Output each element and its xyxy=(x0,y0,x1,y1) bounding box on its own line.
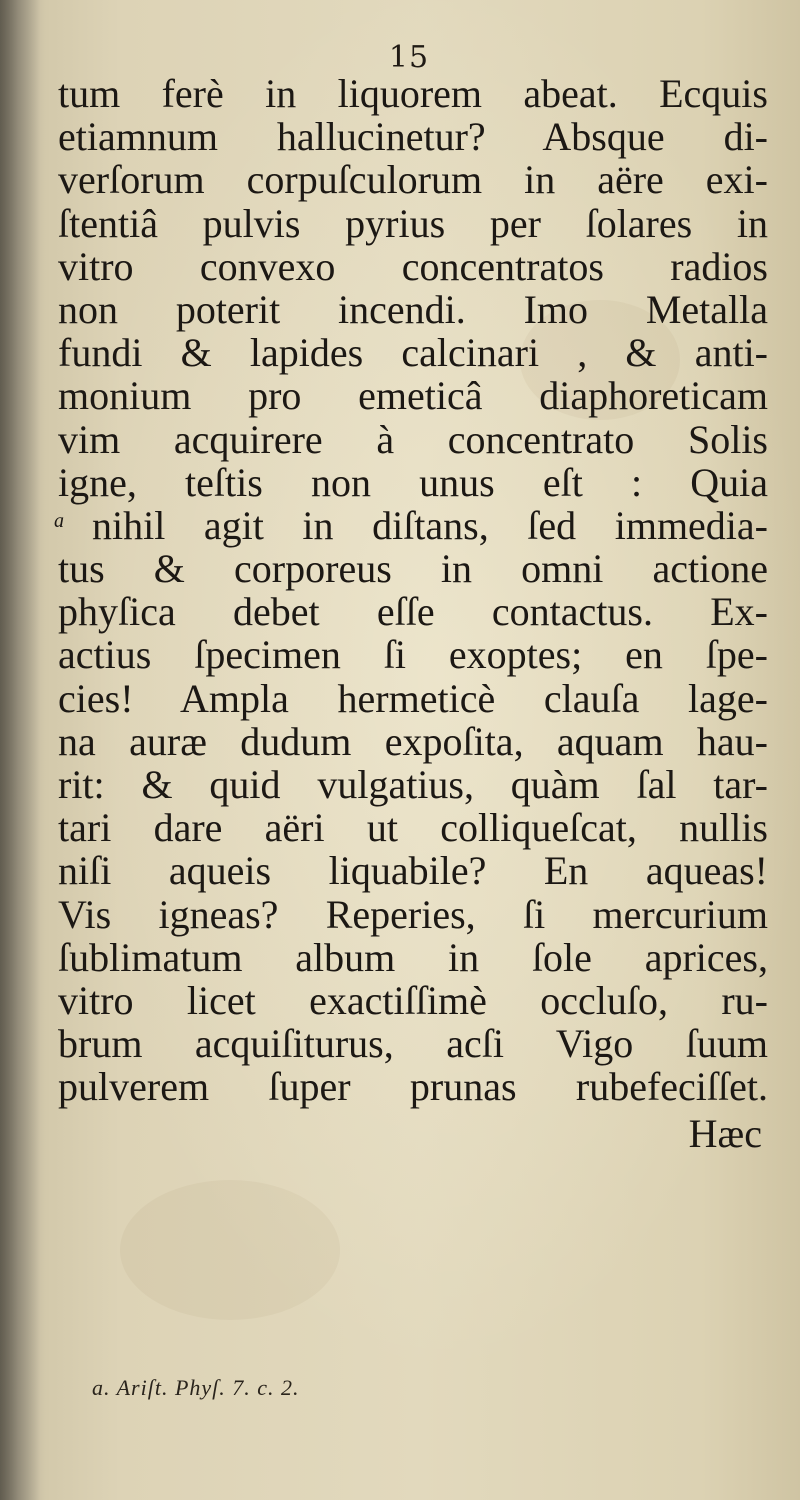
text-line: cies! Ampla hermeticè clauſa lage- xyxy=(58,675,768,721)
text-line: phyſica debet eſſe contactus. Ex- xyxy=(58,589,768,635)
text-line: vim acquirere à concentrato Solis xyxy=(58,416,768,462)
text-line: rit: & quid vulgatius, quàm ſal tar- xyxy=(58,762,768,807)
footnote: a. Ariſt. Phyſ. 7. c. 2. xyxy=(92,1375,300,1400)
gutter-shadow xyxy=(0,0,40,1500)
text-line: etiamnum hallucinetur? Absque di- xyxy=(58,114,768,160)
text-line: pulverem ſuper prunas rubefeciſſet. xyxy=(58,1064,768,1110)
text-line: brum acquiſiturus, acſi Vigo ſuum xyxy=(58,1021,768,1067)
text-line: vitro convexo concentratos radios xyxy=(58,243,768,289)
text-line: ſublimatum album in ſole aprices, xyxy=(58,934,768,980)
text-line: non poterit incendi. Imo Metalla xyxy=(58,286,768,332)
text-line: nihil agit in diſtans, ſed immedia- xyxy=(92,502,768,548)
text-line: tum ferè in liquorem abeat. Ecquis xyxy=(58,71,768,116)
body-text xyxy=(54,71,768,1110)
text-line: ſtentiâ pulvis pyrius per ſolares in xyxy=(58,200,768,246)
catchword: Hæc xyxy=(688,1111,762,1156)
paper-stain xyxy=(120,1180,340,1320)
text-line: igne, teſtis non unus eſt : Quia xyxy=(58,459,768,505)
text-line: verſorum corpuſculorum in aëre exi- xyxy=(58,157,768,203)
text-line: monium pro emeticâ diaphoreticam xyxy=(58,373,768,419)
footnote-marker: a xyxy=(54,509,64,532)
text-line: fundi & lapides calcinari , & anti- xyxy=(58,330,768,376)
page-number: 15 xyxy=(388,40,430,75)
text-line: vitro licet exactiſſimè occluſo, ru- xyxy=(58,977,768,1023)
text-line: tari dare aëri ut colliqueſcat, nullis xyxy=(58,805,768,851)
text-line: actius ſpecimen ſi exoptes; en ſpe- xyxy=(58,632,768,678)
text-line-with-note xyxy=(54,502,768,548)
text-line: na auræ dudum expoſita, aquam hau- xyxy=(58,718,768,764)
text-line: Vis igneas? Reperies, ſi mercurium xyxy=(58,891,768,937)
text-line: niſi aqueis liquabile? En aqueas! xyxy=(58,848,768,894)
text-line: tus & corporeus in omni actione xyxy=(58,546,768,592)
